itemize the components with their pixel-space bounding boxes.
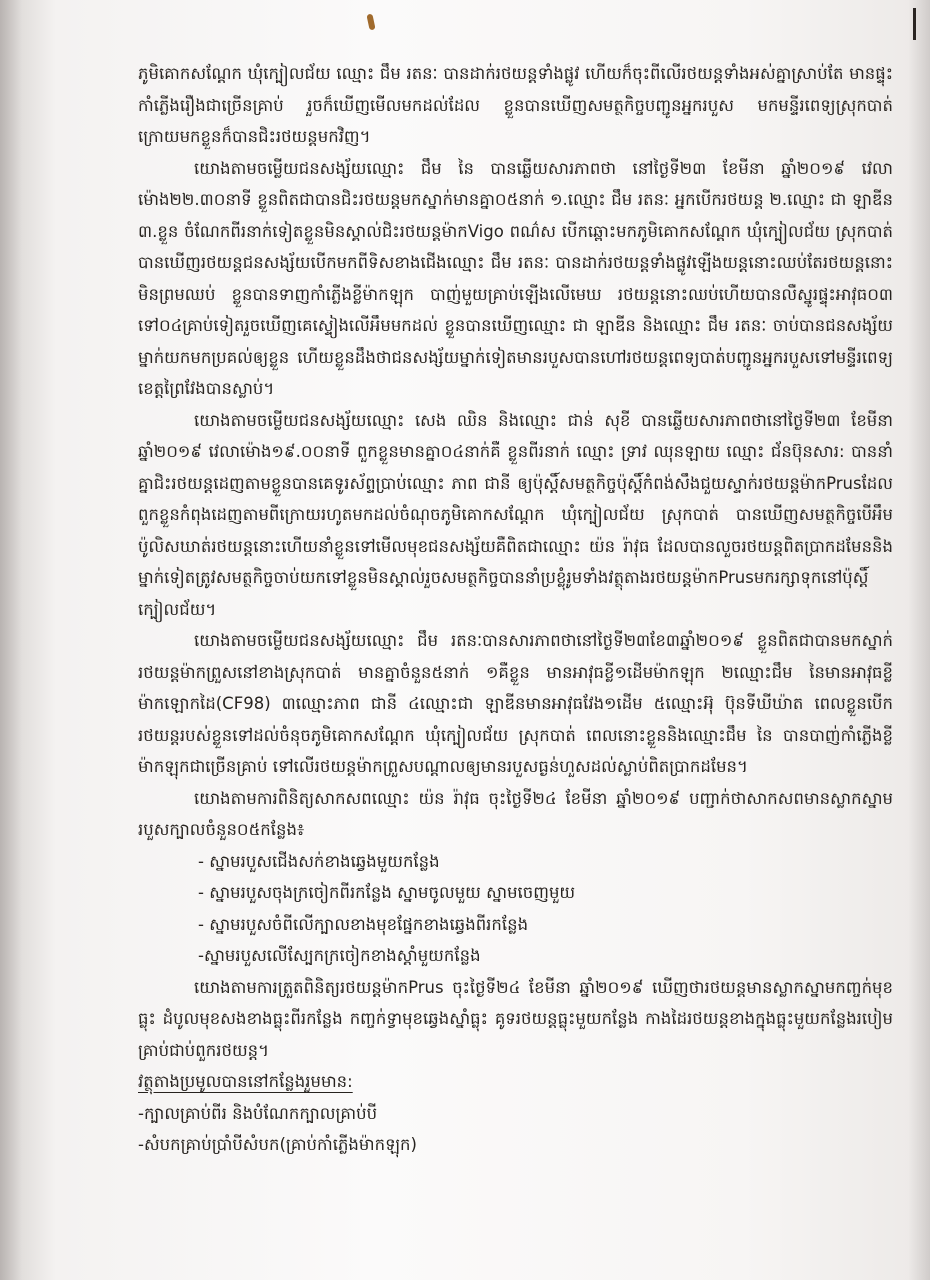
paragraph-vehicle-inspection: យោងតាមការត្រួតពិនិត្យរថយន្តម៉ាកPrus ចុះថ្ងៃទី២៤ ខែមីនា ឆ្នាំ២០១៩ ឃើញថារថយន្តមានស្លាកស្នាមកញ្ចក់មុខធ្លុះ ដំបូលមុខសងខាងធ្លុះពីរកន្លែង កញ្ចក់ទ្វាមុខឆ្វេងស្នាំធ្លុះ គូទរថយន្តធ្លុះមួយកន្លែង កាងដៃរថយន្តខាងក្នុងធ្លុះមួយកន្លែងរបៀមគ្រាប់ជាប់ពួករថយន្ត។	[138, 977, 893, 1060]
paragraph-suspect-chim-rathanak: យោងតាមចម្លើយជនសង្ស័យឈ្មោះ ជឹម រតនៈបានសារភាពថានៅថ្ងៃទី២៣ខែ៣ឆ្នាំ២០១៩ ខ្លួនពិតជាបានមកស្នាក់រថយន្តម៉ាកព្រួសនៅខាងស្រុកបាត់ មានគ្នាចំនួន៥នាក់ ១គឺខ្លួន មានអាវុធខ្លី១ដើមម៉ាកឡុក ២ឈ្មោះជឹម នៃមានអាវុធខ្លីម៉ាកឡោកដៃ(CF98) ៣ឈ្មោះភាព ជានី ៤ឈ្មោះជា ឡាឌីនមានអាវុធវែង១ដើម ៥ឈ្មោះអ៊ុ ប៊ុនទីឃីឃ៉ាត ពេលខ្លួនបើករថយន្តរបស់ខ្លួនទៅដល់ចំនុចភូមិគោកសណ្ដែក ឃុំក្បៀលជ័យ ស្រុកបាត់ ពេលនោះខ្លួននិងឈ្មោះជឹម នៃ បានបាញ់កាំភ្លើងខ្លីម៉ាកឡុកជាច្រើនគ្រាប់ ទៅលើរថយន្តម៉ាកព្រួសបណ្ដាលឲ្យមានរបួសធ្ងន់ហួសដល់ស្លាប់ពិតប្រាកដមែន។	[138, 631, 893, 776]
page-edge-shadow-left	[0, 0, 22, 1280]
evidence-heading: វត្ថុតាងប្រមូលបាននៅកន្លែងរួមមាន:	[138, 1072, 353, 1091]
page-corner-mark	[913, 8, 916, 40]
wound-list-item: - ស្នាមរបួសជើងសក់ខាងឆ្វេងមួយកន្លែង	[198, 851, 440, 871]
evidence-list	[138, 1098, 893, 1161]
evidence-list-item: -ក្បាលគ្រាប់ពីរ និងបំណែកក្បាលគ្រាប់បី	[138, 1103, 378, 1123]
wound-list-item: - ស្នាមរបួសចុងក្រចៀកពីរកន្លែង ស្នាមចូលមួយ ស្នាមចេញមួយ	[198, 883, 576, 902]
wound-list-item: - ស្នាមរបួសចំពីលើក្បាលខាងមុខផ្នែកខាងឆ្វេងពីរកន្លែង	[198, 914, 529, 934]
paragraph-continuation: ភូមិគោកសណ្ដែក ឃុំក្បៀលជ័យ ឈ្មោះ ជឹម រតនៈ បានដាក់រថយន្តទាំងផ្លូវ ហើយក៏ចុះពីលើរថយន្តទាំងអស់គ្នាស្រាប់តែ មានផ្ទុះកាំភ្លើងរឿងជាច្រើនគ្រាប់ រួចក៏ឃើញមើលមកដល់ដែល ខ្លួនបានឃើញសមត្ថកិច្ចបញ្ជូនអ្នករបួស មកមន្ទីរពេទ្យស្រុកបាត់ ក្រោយមកខ្លួនក៏បានជិះរថយន្តមកវិញ។	[138, 64, 893, 146]
wound-list-item: -ស្នាមរបួសលើស្បែកក្រចៀកខាងស្ដាំមួយកន្លែង	[198, 946, 481, 965]
wound-list	[138, 846, 893, 972]
document-body	[138, 58, 893, 1161]
paragraph-suspect-seng-chhin: យោងតាមចម្លើយជនសង្ស័យឈ្មោះ សេង ឈិន និងឈ្មោះ ជាន់ សុខី បានឆ្លើយសារភាពថានៅថ្ងៃទី២៣ ខែមីនា ឆ្នាំ២០១៩ វេលាម៉ោង១៩.០០នាទី ពួកខ្លួនមានគ្នា០៤នាក់គឺ ខ្លួនពីរនាក់ ឈ្មោះ ទ្រាវ ឈុនឡាយ ឈ្មោះ ជ័នប៊ុនសារ: បាននាំគ្នាជិះរថយន្តដេញតាមខ្លួនបានគេទូរស័ព្ទប្រាប់ឈ្មោះ ភាព ជានី ឲ្យប៉ុស្តិ៍សមត្ថកិច្ចប៉ុស្តិ៍កំពង់សឹងជួយស្ទាក់រថយន្តម៉ាកPrusដែលពួកខ្លួនកំពុងដេញតាមពីក្រោយរហូតមកដល់ចំណុចភូមិគោកសណ្ដែក ឃុំក្បៀលជ័យ ស្រុកបាត់ បានឃើញសមត្ថកិច្ចបើអឹមប៉ូលិសឃាត់រថយន្តនោះហើយនាំខ្លួនទៅមើលមុខជនសង្ស័យគឺពិតជាឈ្មោះ យ៉ន រ៉ាវុធ ដែលបានលួចរថយន្តពិតប្រាកដមែននិងម្នាក់ទៀតត្រូវសមត្ថកិច្ចចាប់យកទៅខ្លួនមិនស្គាល់រួចសមត្ថកិច្ចបាននាំប្រខ្លុំរូមទាំងវត្ថុតាងរថយន្តម៉ាកPrusមករក្សាទុកនៅប៉ុស្តិ៍ក្បៀលជ័យ។	[138, 410, 893, 619]
page-edge-shadow-right	[908, 0, 930, 1280]
paragraph-suspect-chim-ney: យោងតាមចម្លើយជនសង្ស័យឈ្មោះ ជឹម នៃ បានឆ្លើយសារភាពថា នៅថ្ងៃទី២៣ ខែមីនា ឆ្នាំ២០១៩ វេលាម៉ោង២២.៣០នាទី ខ្លួនពិតជាបានជិះរថយន្តមកស្នាក់មានគ្នា០៥នាក់ ១.ឈ្មោះ ជឹម រតនៈ អ្នកបើករថយន្ត ២.ឈ្មោះ ជា ឡាឌីន ៣.ខ្លួន ចំណែកពីរនាក់ទៀតខ្លួនមិនស្គាល់ជិះរថយន្តម៉ាកVigo ពណ៌ស បើកឆ្ពោះមកភូមិគោកសណ្ដែក ឃុំក្បៀលជ័យ ស្រុកបាត់ បានឃើញរថយន្តជនសង្ស័យបើកមកពីទិសខាងជើងឈ្មោះ ជឹម រតនៈ បានដាក់រថយន្តទាំងផ្លូវឡើងយន្តនោះឈប់តែរថយន្តនោះមិនព្រមឈប់ ខ្លួនបានទាញកាំភ្លើងខ្លីម៉ាកឡុក បាញ់មួយគ្រាប់ឡើងលើមេឃ រថយន្តនោះឈប់ហើយបានលឺស្នូរផ្ទុះអាវុធ០៣ ទៅ០៤គ្រាប់ទៀតរួចឃើញគេស្ទៀងលើអឹមមកដល់ ខ្លួនបានឃើញឈ្មោះ ជា ឡាឌីន និងឈ្មោះ ជឹម រតនៈ ចាប់បានជនសង្ស័យម្នាក់យកមកប្រគល់ឲ្យខ្លួន ហើយខ្លួនដឹងថាជនសង្ស័យម្នាក់ទៀតមានរបួសបានហៅរថយន្តពេទ្យបាត់បញ្ជូនអ្នករបួសទៅមន្ទីរពេទ្យខេត្តព្រៃវែងបានស្លាប់។	[138, 158, 893, 398]
evidence-list-item: -សំបកគ្រាប់ប្រាំបីសំបក(គ្រាប់កាំភ្លើងម៉ាកឡុក)	[138, 1135, 417, 1154]
ink-speck-mark	[366, 14, 375, 31]
paragraph-body-examination: យោងតាមការពិនិត្យសាកសពឈ្មោះ យ៉ន រ៉ាវុធ ចុះថ្ងៃទី២៤ ខែមីនា ឆ្នាំ២០១៩ បញ្ជាក់ថាសាកសពមានស្លាកស្នាមរបួសក្បាលចំនួន០៥កន្លែង៖	[138, 788, 893, 839]
